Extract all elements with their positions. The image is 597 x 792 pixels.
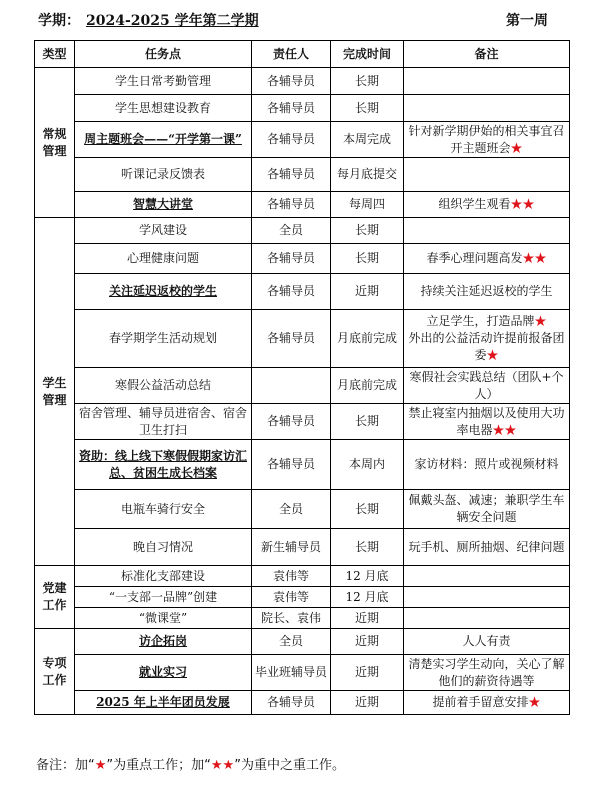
table-row [35, 655, 570, 691]
footnote-prefix: 备注：加“ [36, 758, 95, 773]
note-text: 禁止寝室内抽烟以及使用大功率电器 [408, 405, 565, 437]
task-cell: “微课堂” [75, 608, 252, 629]
footnote-middle: ”为重点工作；加“ [106, 758, 211, 773]
note-cell [404, 440, 570, 490]
note-text: 提前着手留意安排 [432, 695, 529, 709]
note-text: 玩手机、厕所抽烟、纪律问题 [408, 539, 565, 554]
owner-cell: 全员 [252, 629, 331, 655]
task-cell: 标准化支部建设 [75, 566, 252, 587]
note-cell [404, 158, 570, 192]
note-cell [404, 218, 570, 244]
note-cell [404, 244, 570, 274]
star-icon: ★ [534, 314, 547, 328]
task-cell: 学生日常考勤管理 [75, 68, 252, 95]
owner-cell: 袁伟等 [252, 587, 331, 608]
table-row [35, 608, 570, 629]
time-cell: 近期 [331, 608, 404, 629]
double-star-icon: ★★ [210, 758, 235, 773]
star-icon: ★ [528, 695, 541, 709]
table-row [35, 629, 570, 655]
table-row [35, 95, 570, 122]
owner-cell: 新生辅导员 [252, 529, 331, 566]
note-text: 家访材料：照片或视频材料 [414, 457, 559, 471]
time-cell: 近期 [331, 274, 404, 310]
owner-cell: 各辅导员 [252, 158, 331, 192]
table-row [35, 244, 570, 274]
double-star-icon: ★★ [492, 422, 517, 437]
note-cell [404, 629, 570, 655]
time-cell: 月底前完成 [331, 368, 404, 404]
table-row [35, 440, 570, 490]
table-row [35, 310, 570, 368]
note-text: 持续关注延迟返校的学生 [420, 284, 553, 298]
time-cell: 近期 [331, 629, 404, 655]
category-cell: 专项工作 [35, 629, 75, 715]
task-cell: 学风建设 [75, 218, 252, 244]
task-cell: 智慧大讲堂 [75, 192, 252, 218]
table-header-row [35, 41, 570, 68]
note-cell [404, 655, 570, 691]
time-cell: 近期 [331, 655, 404, 691]
note-cell [404, 368, 570, 404]
term-value: 2024-2025 学年第二学期 [86, 13, 259, 29]
time-cell: 长期 [331, 95, 404, 122]
time-cell: 本周完成 [331, 122, 404, 158]
time-cell: 长期 [331, 218, 404, 244]
task-cell: 心理健康问题 [75, 244, 252, 274]
category-cell: 常规管理 [35, 68, 75, 218]
table-row [35, 490, 570, 529]
time-cell: 12 月底 [331, 566, 404, 587]
double-star-icon: ★★ [522, 251, 547, 265]
table-row [35, 158, 570, 192]
note-text: 人人有责 [462, 634, 511, 648]
footnote-suffix: ”为重中之重工作。 [234, 758, 345, 773]
note-cell [404, 68, 570, 95]
table-row [35, 566, 570, 587]
owner-cell: 各辅导员 [252, 244, 331, 274]
double-star-icon: ★★ [510, 197, 535, 211]
time-cell: 长期 [331, 404, 404, 440]
note-cell [404, 404, 570, 440]
owner-cell: 各辅导员 [252, 691, 331, 715]
table-row [35, 587, 570, 608]
footnote [36, 756, 566, 776]
owner-cell: 各辅导员 [252, 274, 331, 310]
category-cell: 学生管理 [35, 218, 75, 566]
note-text: 佩戴头盔、减速；兼职学生车辆安全问题 [408, 493, 565, 524]
task-cell: “一支部一品牌”创建 [75, 587, 252, 608]
time-cell: 长期 [331, 244, 404, 274]
task-cell: 访企拓岗 [75, 629, 252, 655]
term-label: 学期： [38, 13, 80, 29]
table-row [35, 192, 570, 218]
column-header-time: 完成时间 [331, 41, 404, 68]
task-cell: 宿舍管理、辅导员进宿舍、宿舍卫生打扫 [75, 404, 252, 440]
owner-cell: 各辅导员 [252, 440, 331, 490]
note-cell [404, 274, 570, 310]
note-text: 清楚实习学生动向，关心了解他们的薪资待遇等 [408, 656, 565, 688]
task-cell: 2025 年上半年团员发展 [75, 691, 252, 715]
task-cell: 学生思想建设教育 [75, 95, 252, 122]
time-cell: 长期 [331, 68, 404, 95]
note-cell [404, 529, 570, 566]
column-header-task: 任务点 [75, 41, 252, 68]
time-cell: 12 月底 [331, 587, 404, 608]
work-plan-table [34, 40, 570, 715]
note-cell [404, 691, 570, 715]
task-cell: 晚自习情况 [75, 529, 252, 566]
task-cell: 资助：线上线下寒假假期家访汇总、贫困生成长档案 [75, 440, 252, 490]
note-cell [404, 587, 570, 608]
time-cell: 每周四 [331, 192, 404, 218]
owner-cell: 各辅导员 [252, 404, 331, 440]
owner-cell: 各辅导员 [252, 95, 331, 122]
table-row [35, 122, 570, 158]
task-cell: 周主题班会——“开学第一课” [75, 122, 252, 158]
category-cell: 党建工作 [35, 566, 75, 629]
owner-cell: 全员 [252, 490, 331, 529]
owner-cell: 全员 [252, 218, 331, 244]
owner-cell: 各辅导员 [252, 192, 331, 218]
note-text: 春季心理问题高发 [426, 251, 523, 265]
task-cell: 春学期学生活动规划 [75, 310, 252, 368]
note-text: 针对新学期伊始的相关事宜召开主题班会 [408, 123, 565, 155]
star-icon: ★ [510, 140, 523, 155]
task-cell: 关注延迟返校的学生 [75, 274, 252, 310]
owner-cell: 各辅导员 [252, 122, 331, 158]
note-text: 组织学生观看 [438, 197, 511, 211]
column-header-owner: 责任人 [252, 41, 331, 68]
note-cell [404, 95, 570, 122]
time-cell: 每月底提交 [331, 158, 404, 192]
time-cell: 月底前完成 [331, 310, 404, 368]
time-cell: 本周内 [331, 440, 404, 490]
note-cell [404, 608, 570, 629]
note-text: 寒假社会实践总结（团队+个人） [409, 369, 564, 401]
table-row [35, 404, 570, 440]
week-label: 第一周 [506, 13, 548, 29]
task-cell: 电瓶车骑行安全 [75, 490, 252, 529]
note-cell [404, 122, 570, 158]
time-cell: 近期 [331, 691, 404, 715]
time-cell: 长期 [331, 529, 404, 566]
table-row [35, 368, 570, 404]
table-row [35, 529, 570, 566]
table-row [35, 218, 570, 244]
owner-cell [252, 368, 331, 404]
table-row [35, 68, 570, 95]
table-row [35, 274, 570, 310]
star-icon: ★ [486, 348, 499, 362]
column-header-note: 备注 [404, 41, 570, 68]
owner-cell: 各辅导员 [252, 310, 331, 368]
note-cell [404, 192, 570, 218]
owner-cell: 各辅导员 [252, 68, 331, 95]
note-cell [404, 490, 570, 529]
owner-cell: 毕业班辅导员 [252, 655, 331, 691]
star-icon: ★ [94, 758, 107, 773]
table-row [35, 691, 570, 715]
task-cell: 寒假公益活动总结 [75, 368, 252, 404]
column-header-type: 类型 [35, 41, 75, 68]
note-cell [404, 310, 570, 368]
note-cell [404, 566, 570, 587]
task-cell: 就业实习 [75, 655, 252, 691]
time-cell: 长期 [331, 490, 404, 529]
note-text: 立足学生，打造品牌 [426, 314, 535, 328]
note-text: 外出的公益活动许提前报备团委 [408, 331, 565, 362]
table-body [35, 68, 570, 715]
header [38, 8, 558, 34]
owner-cell: 院长、袁伟 [252, 608, 331, 629]
owner-cell: 袁伟等 [252, 566, 331, 587]
task-cell: 听课记录反馈表 [75, 158, 252, 192]
